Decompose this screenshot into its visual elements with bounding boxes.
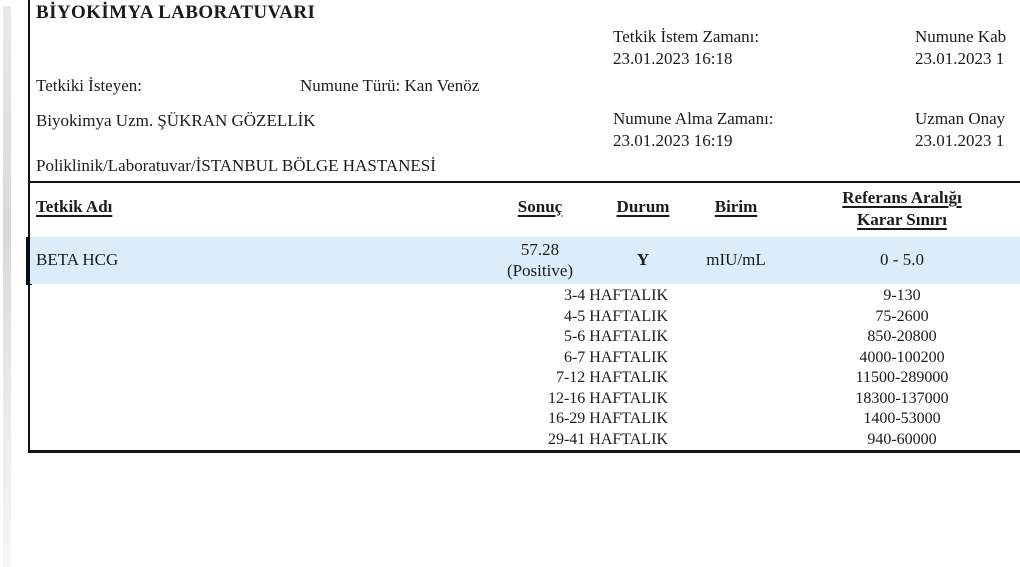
scan-edge-shadow (3, 6, 11, 567)
reference-range: 1400-53000 (863, 410, 941, 427)
sample-accept-value-clipped: 23.01.2023 1 (915, 49, 1005, 68)
column-header-test-name: Tetkik Adı (36, 197, 113, 216)
reference-range: 850-20800 (867, 328, 937, 345)
requesting-physician: Biyokimya Uzm. ŞÜKRAN GÖZELLİK (36, 111, 316, 130)
unit-value: mIU/mL (706, 250, 766, 269)
reference-range: 11500-289000 (855, 369, 949, 386)
reference-ranges-list (30, 286, 1020, 450)
reference-range: 18300-137000 (855, 389, 949, 407)
reference-row (30, 307, 1020, 328)
reference-week-label: 6-7 HAFTALIK (563, 348, 668, 366)
column-header-result: Sonuç (517, 197, 563, 216)
lab-section-title: BİYOKİMYA LABORATUVARI (36, 2, 316, 23)
reference-range-value: 0 - 5.0 (880, 250, 924, 269)
reference-range-header-line1: Referans Aralığı (842, 188, 962, 207)
reference-week-label: 7-12 HAFTALIK (555, 369, 668, 386)
specialist-approval-label-clipped: Uzman Onay (915, 109, 1006, 128)
test-request-time-block (613, 26, 759, 70)
reference-week-label: 5-6 HAFTALIK (563, 328, 668, 345)
reference-row (30, 368, 1020, 389)
column-header-status: Durum (616, 197, 670, 216)
reference-week-label: 4-5 HAFTALIK (563, 307, 668, 325)
result-row-beta-hcg (30, 237, 1020, 284)
test-name: BETA HCG (36, 250, 119, 269)
reference-week-label: 12-16 HAFTALIK (547, 389, 668, 407)
reference-range: 9-130 (883, 287, 921, 304)
sample-accept-time-block (915, 26, 1006, 70)
reference-range: 940-60000 (867, 430, 937, 448)
reference-row (30, 327, 1020, 348)
column-header-reference-range (791, 187, 1013, 231)
reference-row (30, 389, 1020, 410)
status-flag: Y (636, 250, 650, 269)
reference-range: 75-2600 (875, 307, 929, 325)
reference-range-header-line2: Karar Sınırı (857, 210, 947, 229)
test-request-time-value: 23.01.2023 16:18 (613, 49, 733, 68)
sample-draw-time-block (613, 108, 774, 152)
test-request-time-label: Tetkik İstem Zamanı: (613, 27, 760, 46)
result-value: 57.28 (520, 240, 560, 259)
reference-row (30, 348, 1020, 369)
sample-accept-label-clipped: Numune Kab (915, 27, 1007, 46)
clinic-lab-hospital: Poliklinik/Laboratuvar/İSTANBUL BÖLGE HASTANESİ (36, 156, 436, 175)
column-header-unit: Birim (714, 197, 758, 216)
requested-by-label: Tetkiki İsteyen: (36, 76, 142, 95)
table-bottom-border (28, 450, 1020, 453)
result-note: (Positive) (506, 261, 574, 280)
specialist-approval-block (915, 108, 1005, 152)
specialist-approval-value-clipped: 23.01.2023 1 (915, 131, 1005, 150)
reference-week-label: 29-41 HAFTALIK (547, 430, 668, 448)
sample-type: Numune Türü: Kan Venöz (300, 76, 480, 95)
sample-draw-time-value: 23.01.2023 16:19 (613, 131, 733, 150)
sample-draw-time-label: Numune Alma Zamanı: (613, 109, 774, 128)
reference-range: 4000-100200 (859, 348, 945, 366)
header-table-divider (28, 181, 1020, 183)
reference-week-label: 16-29 HAFTALIK (547, 410, 668, 427)
reference-row (30, 409, 1020, 430)
reference-row (30, 430, 1020, 451)
reference-week-label: 3-4 HAFTALIK (563, 287, 668, 304)
reference-row (30, 286, 1020, 307)
